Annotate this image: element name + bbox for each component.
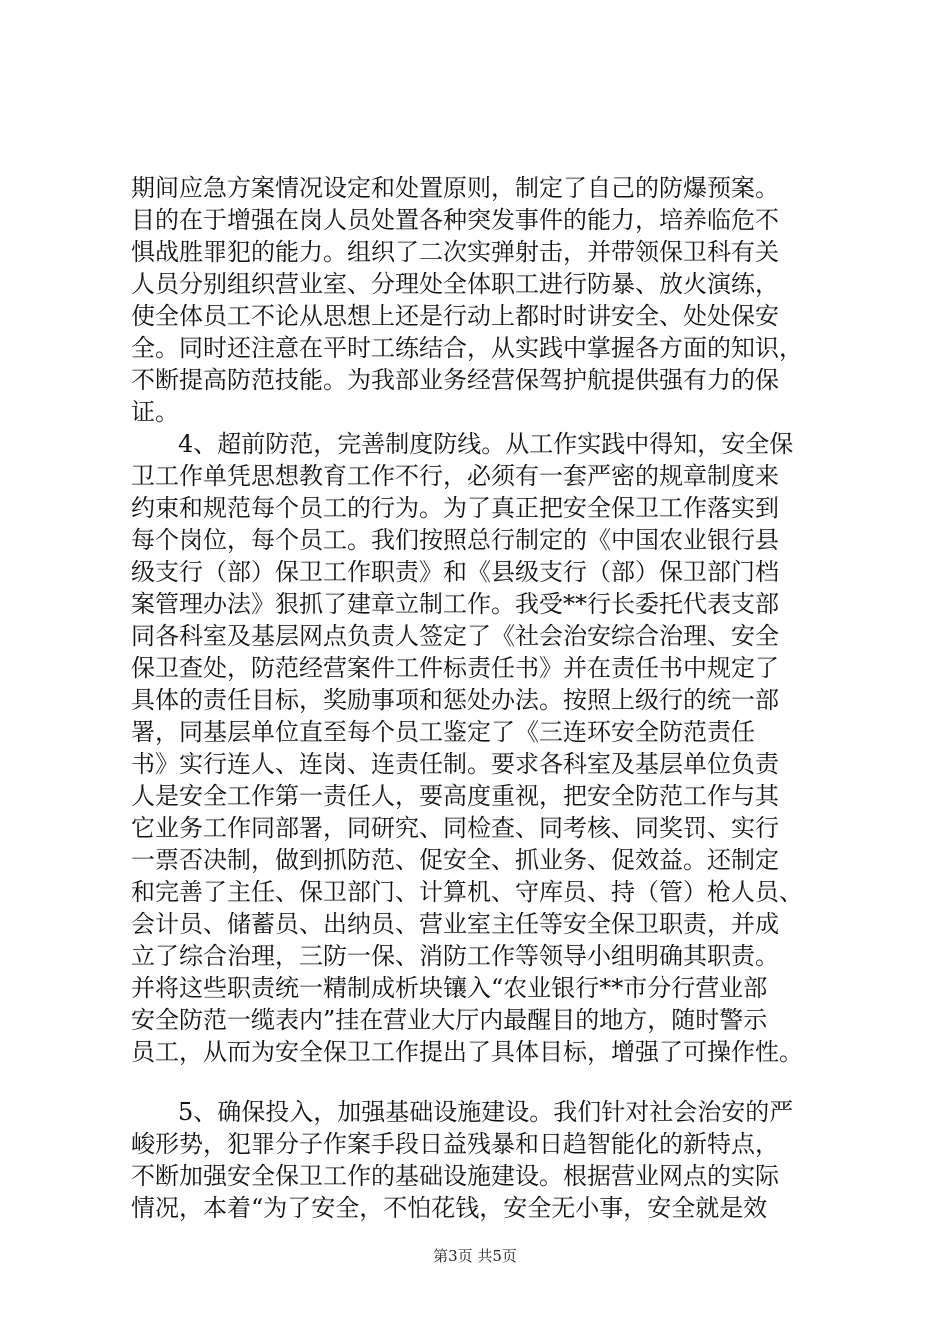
text-line: 每个岗位，每个员工。我们按照总行制定的《中国农业银行县 xyxy=(131,526,779,554)
text-line: 目的在于增强在岗人员处置各种突发事件的能力，培养临危不 xyxy=(131,206,779,234)
text-line: 情况，本着“为了安全，不怕花钱，安全无小事，安全就是效 xyxy=(131,1194,768,1222)
text-line: 级支行（部）保卫工作职责》和《县级支行（部）保卫部门档 xyxy=(131,558,779,586)
text-line: 并将这些职责统一精制成析块镶入“农业银行**市分行营业部 xyxy=(131,974,768,1002)
text-line: 不断加强安全保卫工作的基础设施建设。根据营业网点的实际 xyxy=(131,1162,779,1190)
text-line: 立了综合治理，三防一保、消防工作等领导小组明确其职责。 xyxy=(131,942,779,970)
text-line: 不断提高防范技能。为我部业务经营保驾护航提供强有力的保 xyxy=(131,366,779,394)
text-line: 使全体员工不论从思想上还是行动上都时时讲安全、处处保安 xyxy=(131,302,779,330)
paragraph-start-line: 4、超前防范，完善制度防线。从工作实践中得知，安全保 xyxy=(178,430,794,458)
text-line: 峻形势，犯罪分子作案手段日益残暴和日趋智能化的新特点， xyxy=(131,1130,779,1158)
text-line: 安全防范一缆表内”挂在营业大厅内最醒目的地方，随时警示 xyxy=(131,1006,768,1034)
text-line: 它业务工作同部署，同研究、同检查、同考核、同奖罚、实行 xyxy=(131,814,779,842)
text-line: 一票否决制，做到抓防范、促安全、抓业务、促效益。还制定 xyxy=(131,846,779,874)
page-number: 第3页 共5页 xyxy=(433,1247,517,1265)
text-line: 员工，从而为安全保卫工作提出了具体目标，增强了可操作性。 xyxy=(131,1038,803,1066)
text-line: 和完善了主任、保卫部门、计算机、守库员、持（管）枪人员、 xyxy=(131,878,803,906)
text-line: 人员分别组织营业室、分理处全体职工进行防暴、放火演练， xyxy=(131,270,779,298)
text-line: 同各科室及基层网点负责人签定了《社会治安综合治理、安全 xyxy=(131,622,779,650)
text-line: 书》实行连人、连岗、连责任制。要求各科室及基层单位负责 xyxy=(131,750,779,778)
text-line: 期间应急方案情况设定和处置原则，制定了自己的防爆预案。 xyxy=(131,174,779,202)
text-line: 卫工作单凭思想教育工作不行，必须有一套严密的规章制度来 xyxy=(131,462,779,490)
text-line: 案管理办法》狠抓了建章立制工作。我受**行长委托代表支部 xyxy=(131,590,779,618)
text-line: 署，同基层单位直至每个员工鉴定了《三连环安全防范责任 xyxy=(131,718,755,746)
text-line: 约束和规范每个员工的行为。为了真正把安全保卫工作落实到 xyxy=(131,494,779,522)
text-line: 人是安全工作第一责任人，要高度重视，把安全防范工作与其 xyxy=(131,782,779,810)
text-line: 会计员、储蓄员、出纳员、营业室主任等安全保卫职责，并成 xyxy=(131,910,779,938)
text-line: 保卫查处，防范经营案件工件标责任书》并在责任书中规定了 xyxy=(131,654,779,682)
text-line: 惧战胜罪犯的能力。组织了二次实弹射击，并带领保卫科有关 xyxy=(131,238,779,266)
text-line: 全。同时还注意在平时工练结合，从实践中掌握各方面的知识， xyxy=(131,334,803,362)
paragraph-start-line: 5、确保投入，加强基础设施建设。我们针对社会治安的严 xyxy=(178,1098,794,1126)
text-line: 具体的责任目标，奖励事项和惩处办法。按照上级行的统一部 xyxy=(131,686,779,714)
text-line: 证。 xyxy=(131,398,179,426)
